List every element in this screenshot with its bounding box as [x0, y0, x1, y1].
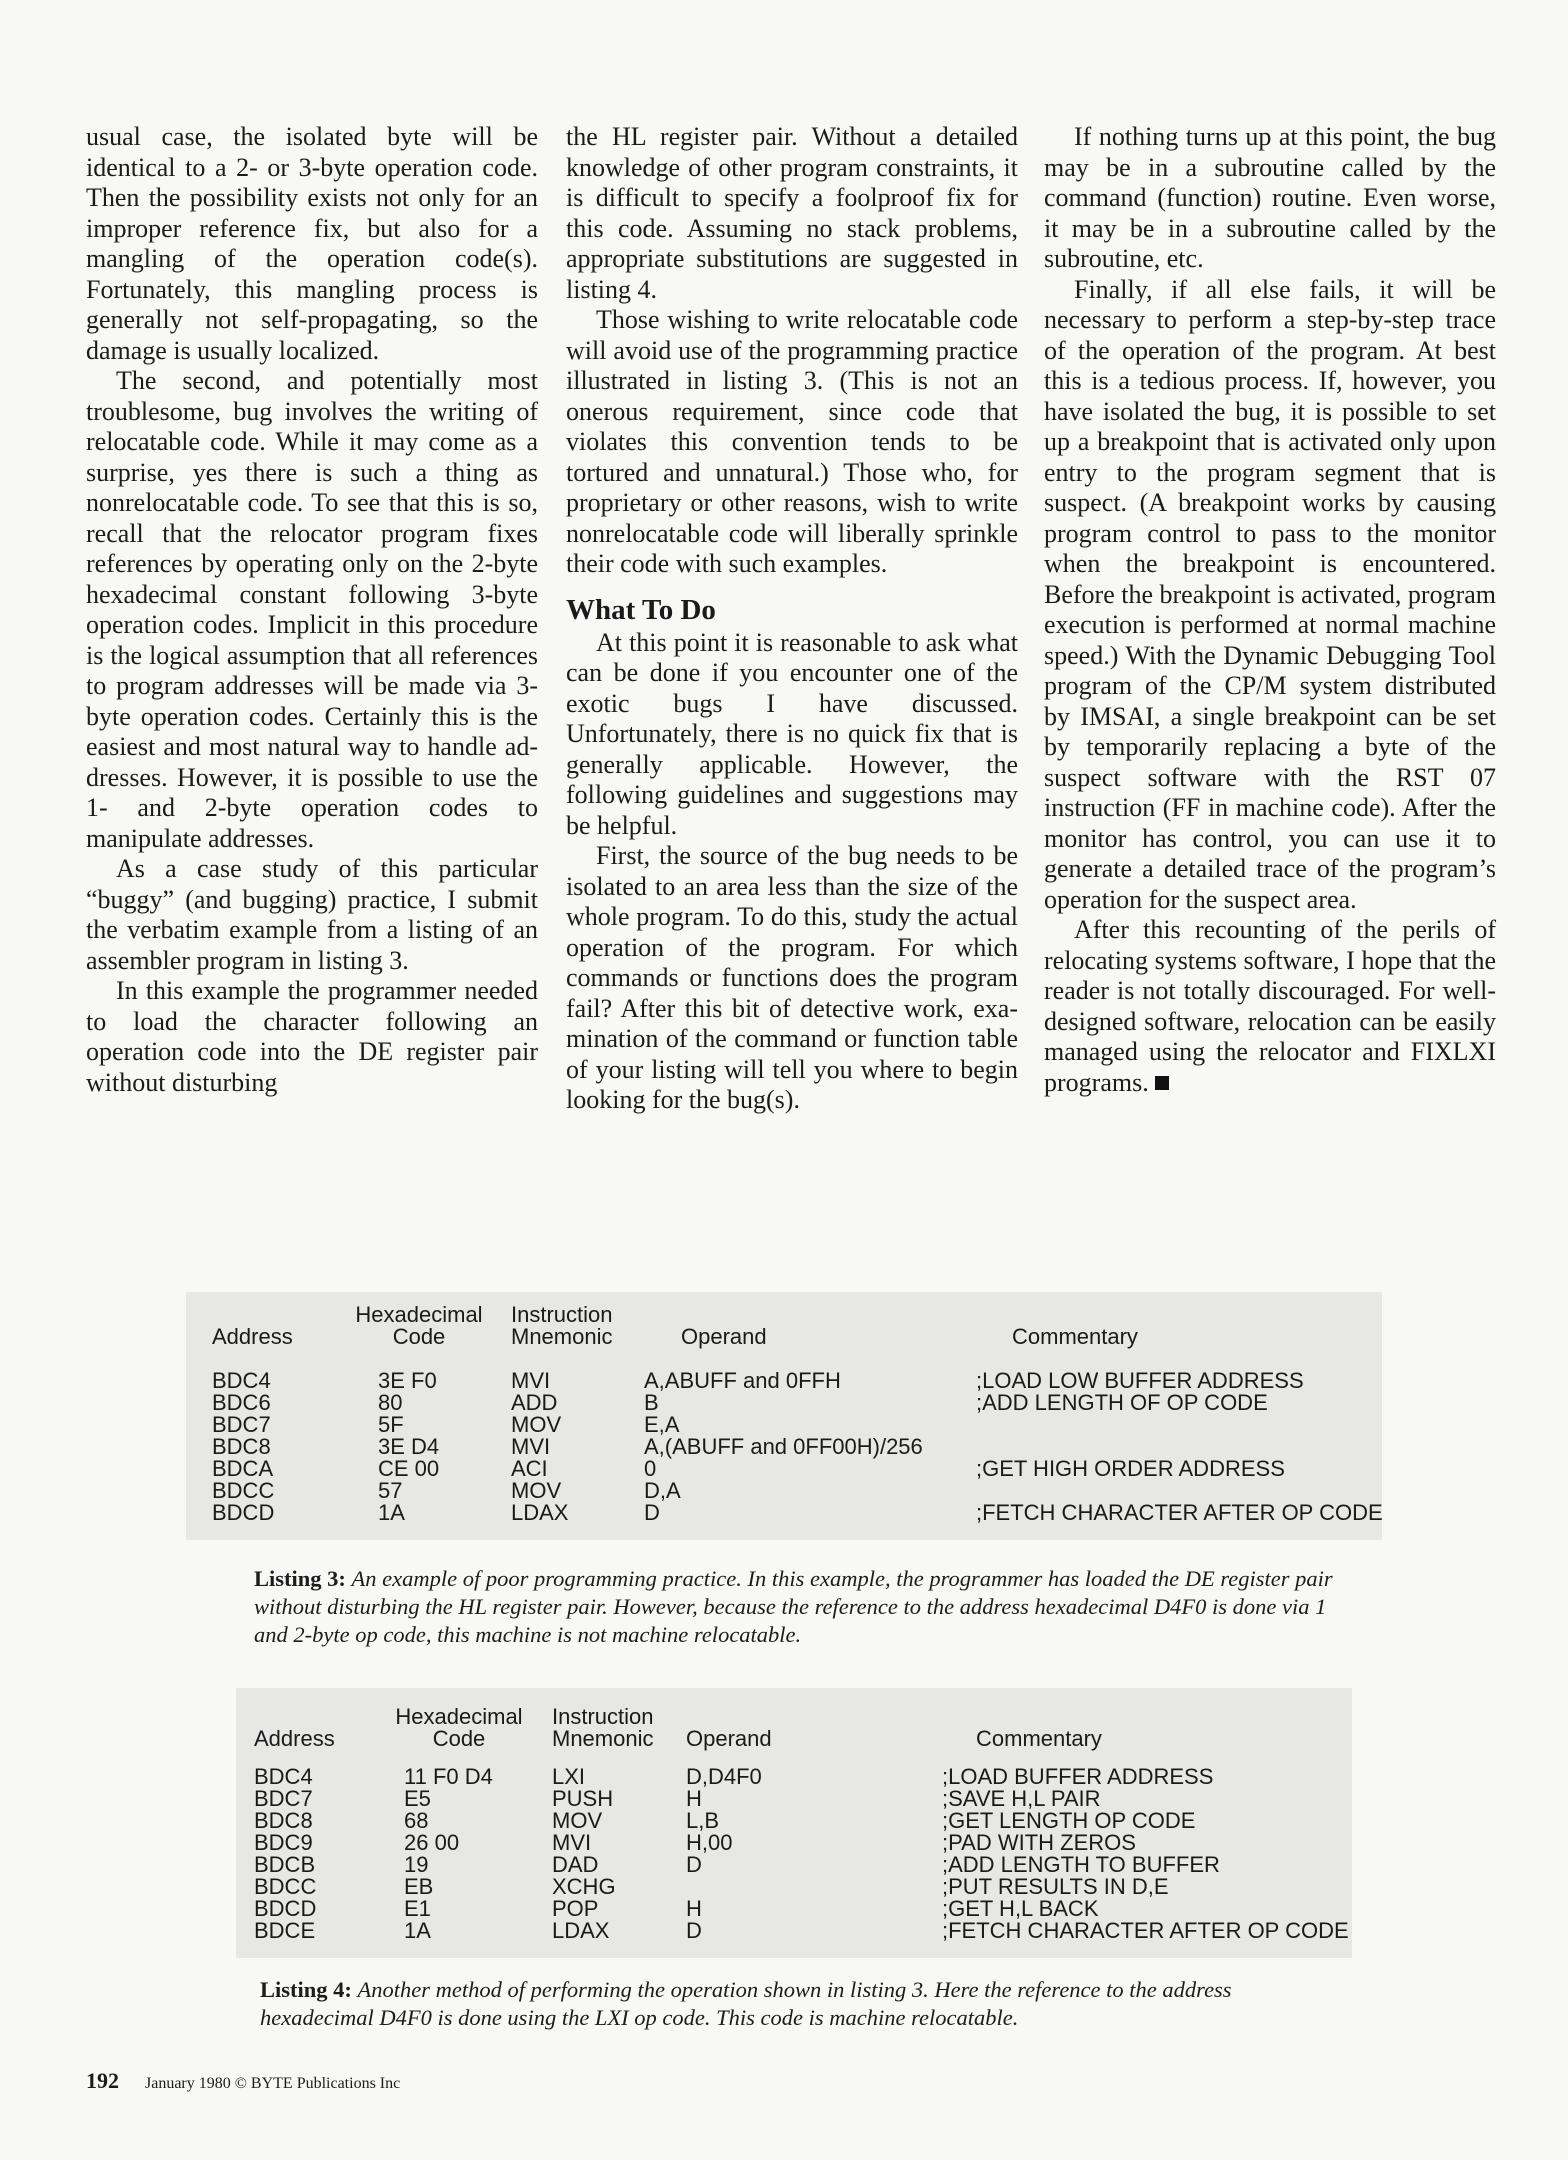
cell-address: BDC6 — [212, 1390, 271, 1415]
header-commentary: Commentary — [976, 1726, 1102, 1751]
paragraph: First, the source of the bug needs to be isolated to an area less than the size of the whole program. To do this, study the actual operation of the program. For which commands or functions does the program fail? After this bit of detective work, examination of the command or function table of your listing will tell you where to begin looking for the bug(s). — [566, 841, 1018, 1114]
cell-code: 3E D4 — [378, 1434, 440, 1459]
cell-operand: E,A — [644, 1412, 680, 1437]
cell-address: BDCE — [254, 1918, 316, 1943]
cell-address: BDC7 — [212, 1412, 271, 1437]
paragraph: Finally, if all else fails, it will be necessary to perform a step-by-step trace of the operation of the program. At best this is a tedious process. If, however, you have isolated the bug, it is possible to set up a breakpoint that is activated only upon entry to the program segment that is suspect. (A breakpoint works by causing program control to pass to the monitor when the breakpoint is encountered. Before the breakpoint is activated, program execution is performed at normal machine speed.) With the Dynamic Debugging Tool program of the CP/M system distributed by IMSAI, a single breakpoint can be set by temporarily replacing a byte of the suspect software with the RST 07 instruction (FF in machine code). After the monitor has control, you can use it to generate a detailed trace of the program’s operation for the suspect area. — [1044, 274, 1496, 914]
cell-mnemonic: MOV — [552, 1808, 603, 1833]
cell-comment: ;ADD LENGTH OF OP CODE — [976, 1390, 1268, 1415]
header-hex-line2: Code — [392, 1324, 446, 1349]
listing-3-table — [186, 1292, 1382, 1540]
cell-mnemonic: MVI — [511, 1434, 551, 1459]
cell-address: BDC7 — [254, 1786, 313, 1811]
header-instr-line2: Mnemonic — [552, 1726, 654, 1751]
cell-address: BDC9 — [254, 1830, 313, 1855]
header-commentary: Commentary — [1012, 1324, 1138, 1349]
paragraph: As a case study of this particular “buggy” (and bugging) practice, I submit the verbatim example from a listing of an assembler program in listing 3. — [86, 854, 538, 975]
cell-address: BDC8 — [254, 1808, 313, 1833]
header-instr-line2: Mnemonic — [511, 1324, 613, 1349]
page-number: 192 — [86, 2068, 119, 2093]
table-row — [236, 1920, 1352, 1942]
header-hex-line2: Code — [432, 1726, 486, 1751]
cell-address: BDC4 — [212, 1368, 271, 1393]
table-row — [236, 1766, 1352, 1788]
cell-comment: ;FETCH CHARACTER AFTER OP CODE — [942, 1918, 1349, 1943]
cell-address: BDCD — [254, 1896, 317, 1921]
paragraph: the HL register pair. Without a detailed knowledge of other program constraints, it is difficult to specify a foolproof fix for this code. Assuming no stack problems, appropriate substitutions are suggested in listing 4. — [566, 122, 1018, 304]
cell-operand: 0 — [644, 1456, 657, 1481]
cell-address: BDC4 — [254, 1764, 313, 1789]
paragraph: The second, and potentially most troublesome, bug involves the writing of relocatable code. While it may come as a surprise, yes there is such a thing as nonrelocatable code. To see that this is so, recall that the relocator program fixes references by operating only on the 2-byte hexadecimal constant following 3-byte operation codes. Implicit in this procedure is the logical assumption that all references to program addresses will be made via 3-byte operation codes. Certainly this is the easiest and most natural way to handle addresses. However, it is possible to use the 1- and 2-byte operation codes to manipulate addresses. — [86, 366, 538, 853]
cell-code: CE 00 — [378, 1456, 440, 1481]
header-operand: Operand — [686, 1726, 772, 1751]
column-1 — [86, 122, 538, 1098]
cell-comment: ;LOAD LOW BUFFER ADDRESS — [976, 1368, 1304, 1393]
cell-operand: D — [686, 1852, 702, 1877]
cell-mnemonic: DAD — [552, 1852, 599, 1877]
table-row — [186, 1414, 1382, 1436]
cell-code: 5F — [378, 1412, 404, 1437]
header-instr-line1: Instruction — [552, 1704, 654, 1729]
table-row — [236, 1898, 1352, 1920]
table-row — [236, 1788, 1352, 1810]
paragraph — [1044, 915, 1496, 1098]
header-hex-line1: Hexadecimal — [355, 1302, 483, 1327]
cell-code: 1A — [378, 1500, 405, 1525]
cell-operand: D,A — [644, 1478, 681, 1503]
paragraph: In this example the programmer needed to load the character following an operation code into the DE register pair without disturbing — [86, 976, 538, 1097]
header-hex — [344, 1304, 494, 1348]
cell-operand: B — [644, 1390, 659, 1415]
cell-operand: H,00 — [686, 1830, 733, 1855]
cell-operand: D — [686, 1918, 702, 1943]
table-row — [186, 1370, 1382, 1392]
cell-comment: ;GET HIGH ORDER ADDRESS — [976, 1456, 1285, 1481]
caption-text: An example of poor programming practice. In this example, the programmer has loaded the DE register pair without disturbing the HL register pair. However, because the reference to the address hexadecimal D4F0 is done via 1 and 2-byte op code, this machine is not machine relocatable. — [254, 1566, 1333, 1647]
cell-mnemonic: LDAX — [511, 1500, 569, 1525]
cell-operand: A,ABUFF and 0FFH — [644, 1368, 841, 1393]
table-row — [186, 1480, 1382, 1502]
cell-operand: H — [686, 1786, 702, 1811]
cell-comment: ;GET LENGTH OP CODE — [942, 1808, 1196, 1833]
cell-comment: ;PAD WITH ZEROS — [942, 1830, 1136, 1855]
header-address: Address — [212, 1324, 293, 1349]
cell-code: 19 — [404, 1852, 429, 1877]
cell-code: 80 — [378, 1390, 403, 1415]
cell-comment: ;ADD LENGTH TO BUFFER — [942, 1852, 1220, 1877]
paragraph: If nothing turns up at this point, the bug may be in a subroutine called by the command (function) routine. Even worse, it may be in a subroutine called by the subroutine, etc. — [1044, 122, 1496, 273]
cell-mnemonic: MOV — [511, 1478, 562, 1503]
cell-comment: ;SAVE H,L PAIR — [942, 1786, 1101, 1811]
table-row — [186, 1392, 1382, 1414]
cell-comment: ;GET H,L BACK — [942, 1896, 1099, 1921]
paragraph: At this point it is reasonable to ask what can be done if you encounter one of the exotic bugs I have discussed. Unfortunately, there is no quick fix that is generally applicable. However, the following guidelines and suggestions may be helpful. — [566, 627, 1018, 840]
listing-4-table — [236, 1688, 1352, 1958]
listing-3-caption — [254, 1565, 1344, 1649]
end-mark-icon — [1155, 1076, 1169, 1090]
cell-comment: ;PUT RESULTS IN D,E — [942, 1874, 1169, 1899]
table-row — [186, 1436, 1382, 1458]
cell-code: E5 — [404, 1786, 431, 1811]
paragraph: Those wishing to write relocatable code will avoid use of the programming practice illustrated in listing 3. (This is not an onerous requirement, since code that violates this convention tends to be tortured and unnatural.) Those who, for proprietary or other reasons, wish to write nonrelocatable code will liberally sprinkle their code with such examples. — [566, 305, 1018, 578]
cell-address: BDCC — [254, 1874, 317, 1899]
cell-mnemonic: PUSH — [552, 1786, 614, 1811]
caption-text: Another method of performing the operation shown in listing 3. Here the reference to the address hexadecimal D4F0 is done using the LXI op code. This code is machine relocatable. — [260, 1977, 1232, 2030]
cell-code: 1A — [404, 1918, 431, 1943]
header-hex — [384, 1706, 534, 1750]
caption-label: Listing 4: — [260, 1977, 352, 2002]
caption-label: Listing 3: — [254, 1566, 346, 1591]
paragraph: usual case, the isolated byte will be identical to a 2- or 3-byte operation code. Then the possibility exists not only for an improper reference fix, but also for a mangling of the operation code(s). Fortunately, this mangling process is generally not self-propagating, so the damage is usually localized. — [86, 122, 538, 365]
cell-code: EB — [404, 1874, 434, 1899]
cell-mnemonic: LXI — [552, 1764, 586, 1789]
copyright-line: January 1980 © BYTE Publications Inc — [145, 2075, 401, 2092]
page-footer — [86, 2068, 400, 2094]
cell-operand: A,(ABUFF and 0FF00H)/256 — [644, 1434, 923, 1459]
table-row — [186, 1458, 1382, 1480]
table-row — [236, 1876, 1352, 1898]
table-row — [236, 1854, 1352, 1876]
cell-operand: H — [686, 1896, 702, 1921]
header-address: Address — [254, 1726, 335, 1751]
paragraph-text: After this recounting of the perils of relocating systems software, I hope that the reader is not totally discouraged. For well-designed software, relocation can be easily managed using the relocator and FIXLXI programs. — [1044, 915, 1496, 1097]
article-body — [86, 122, 1496, 1237]
cell-comment: ;FETCH CHARACTER AFTER OP CODE — [976, 1500, 1383, 1525]
cell-code: E1 — [404, 1896, 431, 1921]
cell-address: BDCB — [254, 1852, 316, 1877]
cell-operand: D — [644, 1500, 660, 1525]
cell-mnemonic: ADD — [511, 1390, 558, 1415]
cell-address: BDCC — [212, 1478, 275, 1503]
column-3 — [1044, 122, 1496, 1098]
cell-mnemonic: MVI — [511, 1368, 551, 1393]
cell-address: BDCA — [212, 1456, 274, 1481]
table-row — [186, 1502, 1382, 1524]
listing-4-caption — [260, 1976, 1350, 2032]
cell-code: 57 — [378, 1478, 403, 1503]
header-instruction — [511, 1304, 613, 1348]
cell-mnemonic: MVI — [552, 1830, 592, 1855]
cell-operand: L,B — [686, 1808, 720, 1833]
cell-code: 11 F0 D4 — [404, 1764, 493, 1789]
cell-mnemonic: POP — [552, 1896, 599, 1921]
header-instruction — [552, 1706, 654, 1750]
cell-operand: D,D4F0 — [686, 1764, 762, 1789]
cell-code: 3E F0 — [378, 1368, 437, 1393]
cell-mnemonic: MOV — [511, 1412, 562, 1437]
cell-mnemonic: XCHG — [552, 1874, 616, 1899]
header-operand: Operand — [681, 1324, 767, 1349]
header-hex-line1: Hexadecimal — [395, 1704, 523, 1729]
cell-mnemonic: LDAX — [552, 1918, 610, 1943]
table-row — [236, 1832, 1352, 1854]
cell-code: 68 — [404, 1808, 429, 1833]
column-2 — [566, 122, 1018, 1116]
cell-comment: ;LOAD BUFFER ADDRESS — [942, 1764, 1214, 1789]
cell-code: 26 00 — [404, 1830, 460, 1855]
cell-address: BDCD — [212, 1500, 275, 1525]
header-instr-line1: Instruction — [511, 1302, 613, 1327]
cell-mnemonic: ACI — [511, 1456, 548, 1481]
section-heading: What To Do — [566, 593, 716, 626]
table-row — [236, 1810, 1352, 1832]
cell-address: BDC8 — [212, 1434, 271, 1459]
